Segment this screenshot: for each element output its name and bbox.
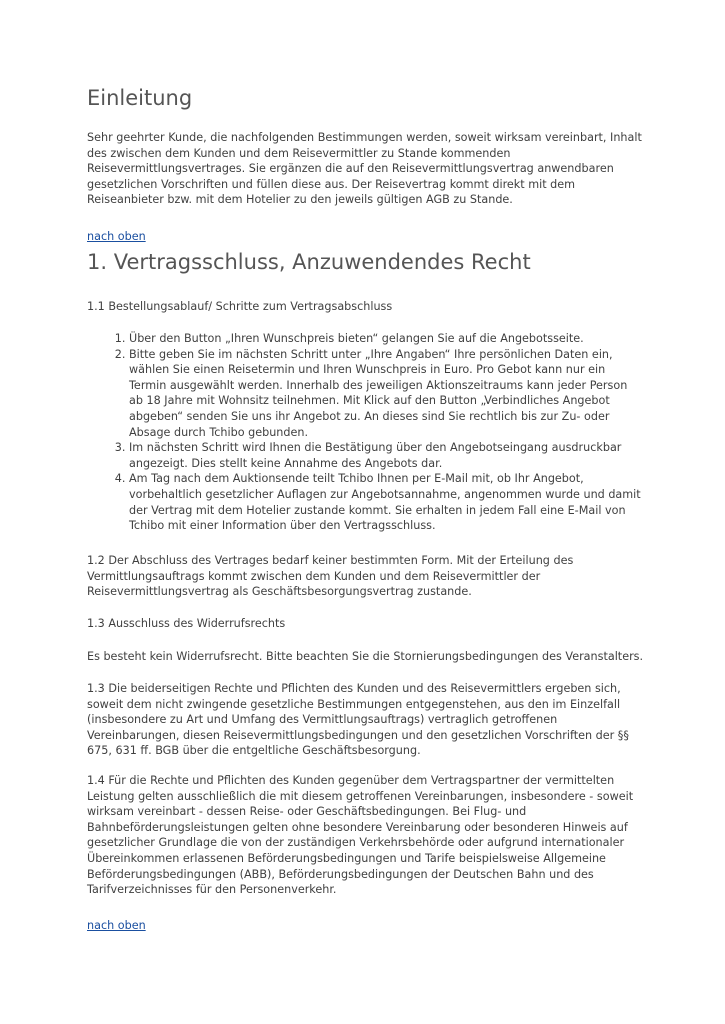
- subheading-1-3-wrap: [87, 616, 647, 632]
- intro-link-wrap: [87, 225, 647, 244]
- paragraph-1-4-wrap: [87, 773, 647, 898]
- paragraph-1-2-wrap: [87, 553, 647, 600]
- list-item: 4. Am Tag nach dem Auktionsende teilt Tchibo Ihnen per E-Mail mit, ob Ihr Angebot, vorbehaltlich gesetzlicher Auflagen zur Angebotsannahme, angenommen wurde und damit der Vertrag mit dem Hotelier zustande kommt. Sie erhalten in jedem Fall eine E-Mail von Tchibo mit einer Information über den Vertragsschluss.: [129, 471, 643, 533]
- steps-list-wrap: [87, 331, 643, 534]
- subheading-1-3: 1.3 Ausschluss des Widerrufsrechts: [87, 617, 286, 630]
- list-item: 2. Bitte geben Sie im nächsten Schritt unter „Ihre Angaben“ Ihre persönlichen Daten ein, wählen Sie einen Reisetermin und Ihren Wunschpreis in Euro. Pro Gebot kann nur ein Termin ausgewählt werden. Innerhalb des jeweiligen Aktionszeitraums kann jeder Person ab 18 Jahre mit Wohnsitz teilnehmen. Mit Klick auf den Button „Verbindliches Angebot abgeben“ senden Sie uns ihr Angebot zu. An dieses sind Sie rechtlich bis zur Zu- oder Absage durch Tchibo gebunden.: [129, 347, 643, 441]
- subheading-1-1-wrap: [87, 299, 647, 315]
- heading-einleitung: Einleitung: [87, 86, 193, 110]
- widerruf-paragraph-wrap: [87, 649, 647, 665]
- section1-link-wrap: [87, 914, 647, 933]
- intro-paragraph: [87, 130, 647, 208]
- back-to-top-link[interactable]: nach oben: [87, 230, 146, 243]
- back-to-top-link[interactable]: nach oben: [87, 919, 146, 932]
- subheading-1-1: 1.1 Bestellungsablauf/ Schritte zum Vertragsabschluss: [87, 300, 393, 313]
- paragraph-1-2: 1.2 Der Abschluss des Vertrages bedarf keiner bestimmten Form. Mit der Erteilung des Vermittlungsauftrags kommt zwischen dem Kunden und dem Reisevermittler der Reisevermittlungsvertrag als Geschäftsbesorgungsvertrag zustande.: [87, 554, 574, 599]
- paragraph-1-4: 1.4 Für die Rechte und Pflichten des Kunden gegenüber dem Vertragspartner der vermittelten Leistung gelten ausschließlich die mit diesem getroffenen Vereinbarungen, insbesondere - soweit wirksam vereinbart - dessen Reise- oder Geschäftsbedingungen. Bei Flug- und Bahnbeförderungsleistungen gelten ohne besondere Vereinbarung oder besonderen Hinweis auf gesetzlicher Grundlage die von der zuständigen Verkehrsbehörde oder aufgrund internationaler Übereinkommen erlassenen Beförderungsbedingungen und Tarife beispielsweise Allgemeine Beförderungsbedingungen (ABB), Beförderungsbedingungen der Deutschen Bahn und des Tarifverzeichnisses für den Personenverkehr.: [87, 774, 634, 897]
- paragraph-1-3b: 1.3 Die beiderseitigen Rechte und Pflichten des Kunden und des Reisevermittlers ergeben sich, soweit dem nicht zwingende gesetzliche Bestimmungen entgegenstehen, aus den im Einzelfall (insbesondere zu Art und Umfang des Vermittlungsauftrags) vertraglich getroffenen Vereinbarungen, diesen Reisevermittlungsbedingungen und den gesetzlichen Vorschriften der §§ 675, 631 ff. BGB über die entgeltliche Geschäftsbesorgung.: [87, 682, 629, 758]
- paragraph-1-3b-wrap: [87, 681, 647, 759]
- intro-text: Sehr geehrter Kunde, die nachfolgenden Bestimmungen werden, soweit wirksam vereinbart, Inhalt des zwischen dem Kunden und dem Reisevermittler zu Stande kommenden Reisevermittlungsvertrages. Sie ergänzen die auf den Reisevermittlungsvertrag anwendbaren gesetzlichen Vorschriften und füllen diese aus. Der Reisevertrag kommt direkt mit dem Reiseanbieter bzw. mit dem Hotelier zu den jeweils gültigen AGB zu Stande.: [87, 131, 642, 207]
- heading-section-1: 1. Vertragsschluss, Anzuwendendes Recht: [87, 250, 531, 274]
- steps-list: [87, 331, 643, 534]
- widerruf-paragraph: Es besteht kein Widerrufsrecht. Bitte beachten Sie die Stornierungsbedingungen des Veranstalters.: [87, 650, 644, 663]
- list-item: 1. Über den Button „Ihren Wunschpreis bieten“ gelangen Sie auf die Angebotsseite.: [129, 331, 643, 347]
- list-item: 3. Im nächsten Schritt wird Ihnen die Bestätigung über den Angebotseingang ausdruckbar angezeigt. Dies stellt keine Annahme des Angebots dar.: [129, 440, 643, 471]
